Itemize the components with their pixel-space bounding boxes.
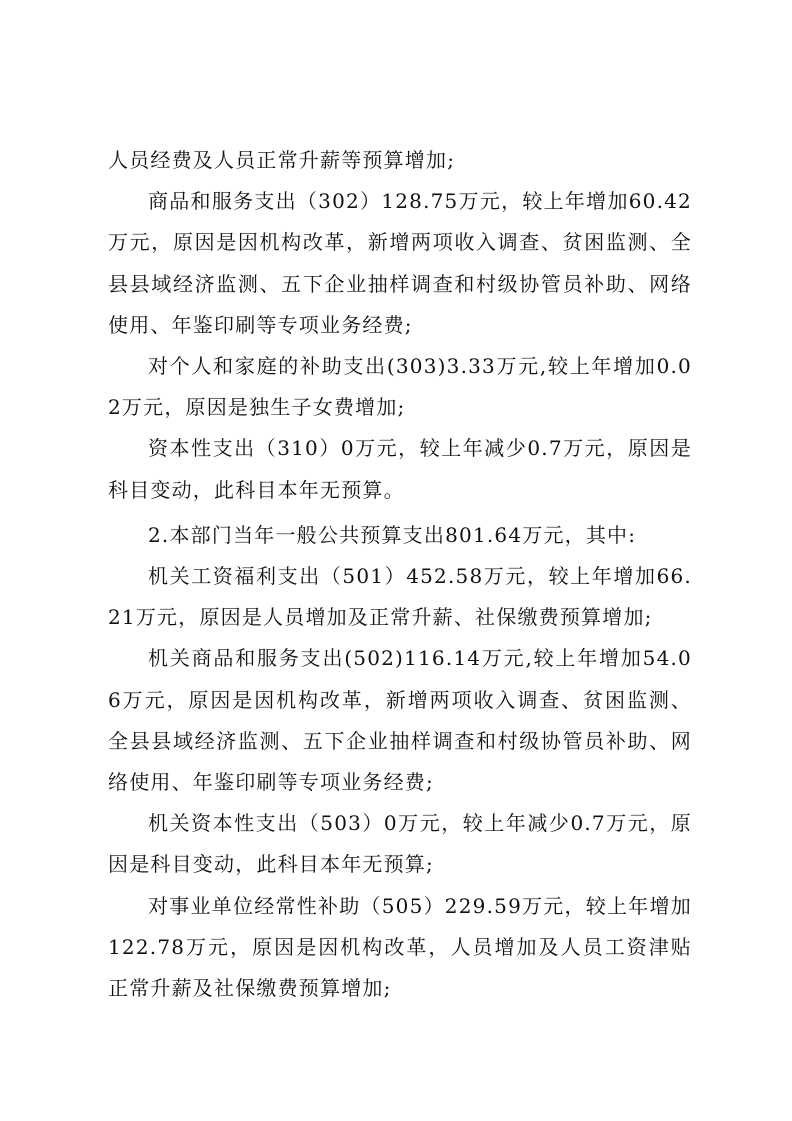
paragraph-goods-services-302: 商品和服务支出（302）128.75万元，较上年增加60.42万元，原因是因机构改革，新增两项收入调查、贫困监测、全县县域经济监测、五下企业抽样调查和村级协管员补助、网络使用、年鉴印刷等专项业务经费;: [108, 189, 692, 337]
paragraph-goods-services-502: 机关商品和服务支出(502)116.14万元,较上年增加54.06万元，原因是因机构改革，新增两项收入调查、贫困监测、全县县域经济监测、五下企业抽样调查和村级协管员补助、网络使用、年鉴印刷等专项业务经费;: [108, 646, 692, 795]
paragraph-personnel-continuation: 人员经费及人员正常升薪等预算增加;: [108, 148, 456, 172]
document-body: [108, 140, 692, 1009]
paragraph-household-subsidy-303: 对个人和家庭的补助支出(303)3.33万元,较上年增加0.02万元，原因是独生子女费增加;: [108, 354, 692, 420]
paragraph-general-budget-heading: 2.本部门当年一般公共预算支出801.64万元，其中:: [148, 522, 637, 547]
paragraph-institution-subsidy-505: 对事业单位经常性补助（505）229.59万元，较上年增加122.78万元，原因是因机构改革，人员增加及人员工资津贴正常升薪及社保缴费预算增加;: [108, 893, 692, 1001]
paragraph-salary-welfare-501: 机关工资福利支出（501）452.58万元，较上年增加66.21万元，原因是人员增加及正常升薪、社保缴费预算增加;: [108, 564, 692, 630]
paragraph-capital-503: 机关资本性支出（503）0万元，较上年减少0.7万元，原因是科目变动，此科目本年无预算;: [108, 811, 692, 877]
paragraph-capital-310: 资本性支出（310）0万元，较上年减少0.7万元，原因是科目变动，此科目本年无预算。: [108, 436, 692, 502]
